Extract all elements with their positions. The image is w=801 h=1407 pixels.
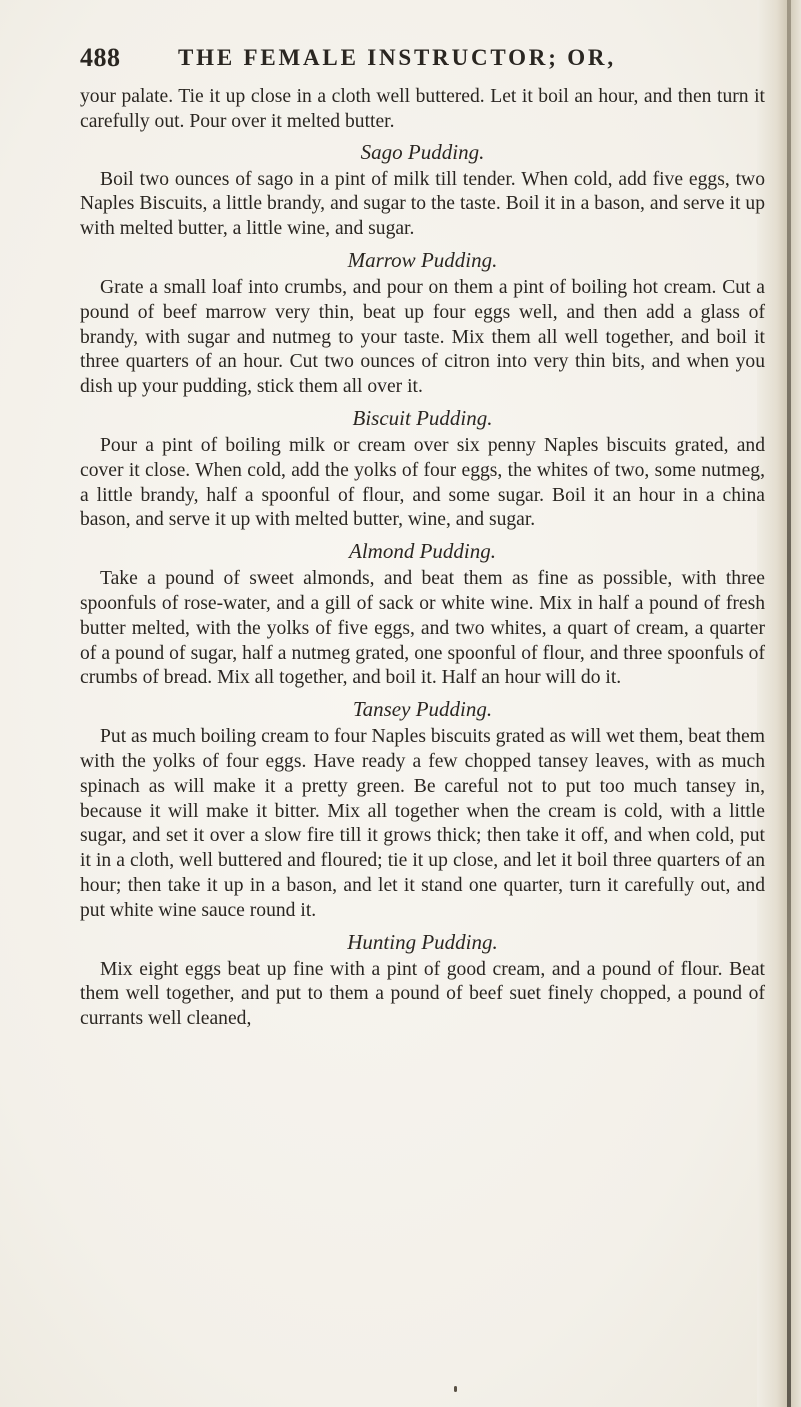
recipe-title: Tansey Pudding. [352,697,493,722]
recipe-text: Take a pound of sweet almonds, and beat them as fine as possible, with three spoonfuls of rose-water, and a gill of sack or white wine. Mix in half a pound of fresh butter melted, with the yolks of five eggs, and two whites, a quart of cream, a quarter of a pound of sugar, half a nutmeg grated, one spoonful of flour, and three spoonfuls of crumbs of bread. Mix all together, and boil it. Half an hour will do it. [80,568,765,689]
continued-paragraph: your palate. Tie it up close in a cloth well buttered. Let it boil an hour, and then turn it carefully out. Pour over it melted butter. [80,86,765,132]
recipe-text: Pour a pint of boiling milk or cream over six penny Naples biscuits grated, and cover it close. When cold, add the yolks of four eggs, the whites of two, some nutmeg, a little brandy, half a spoonful of flour, and some sugar. Boil it an hour in a china bason, and serve it up with melted butter, wine, and sugar. [80,434,765,531]
recipe-title: Biscuit Pudding. [352,405,493,430]
binding-shadow [787,0,791,1407]
recipe-title: Hunting Pudding. [347,929,498,954]
page-body [80,85,765,1032]
recipe-text: Put as much boiling cream to four Naples biscuits grated as will wet them, beat them with the yolks of four eggs. Have ready a few chopped tansey leaves, with as much spinach as will make it a pretty green. Be careful not to put too much tansey in, because it will make it bitter. Mix all together when the cream is cold, with a little sugar, and set it over a slow fire till it grows thick; then take it off, and when cold, put it in a cloth, well buttered and floured; tie it up close, and let it boil three quarters of an hour; then take it up in a bason, and let it stand one quarter, turn it carefully out, and put white wine sauce round it. [80,726,765,921]
ink-speck [454,1386,457,1392]
recipe-text: Boil two ounces of sago in a pint of milk till tender. When cold, add five eggs, two Naples Biscuits, a little brandy, and sugar to the taste. Boil it in a bason, and serve it up with melted butter, a little wine, and sugar. [80,168,765,240]
recipe-text: Mix eight eggs beat up fine with a pint of good cream, and a pound of flour. Beat them well together, and put to them a pound of beef suet finely chopped, a pound of currants well cleaned, [80,958,765,1030]
recipe-title: Marrow Pudding. [347,247,498,272]
recipe-title: Sago Pudding. [360,139,485,164]
running-title: THE FEMALE INSTRUCTOR; OR, [178,45,616,70]
page-number: 488 [80,43,121,72]
recipe-title: Almond Pudding. [349,539,496,564]
recipe-text: Grate a small loaf into crumbs, and pour on them a pint of boiling hot cream. Cut a pound of beef marrow very thin, beat up four eggs well, and then add a glass of brandy, with sugar and nutmeg to your taste. Mix them all well together, and boil it three quarters of an hour. Cut two ounces of citron into very thin bits, and when you dish up your pudding, stick them all over it. [80,276,765,398]
page-header [80,43,760,73]
